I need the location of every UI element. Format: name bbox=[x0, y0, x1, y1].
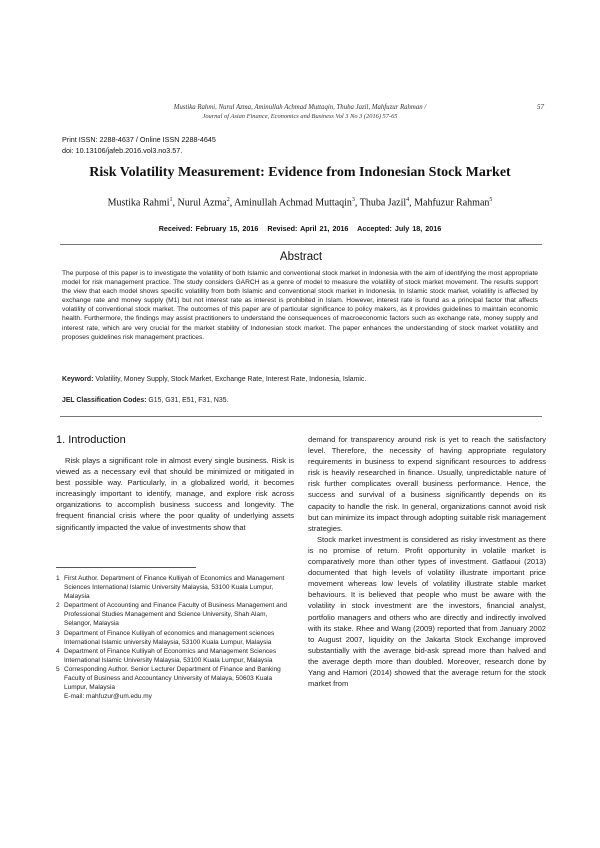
author-affiliation-mark: 3 bbox=[351, 197, 355, 203]
author-name: Nurul Azma bbox=[177, 197, 227, 209]
left-column bbox=[56, 434, 294, 533]
footnote-number: 5 bbox=[56, 665, 60, 673]
author-name: Mahfuzur Rahman bbox=[414, 197, 490, 209]
footnote bbox=[56, 665, 294, 692]
running-head bbox=[60, 103, 540, 121]
author-affiliation-mark: 5 bbox=[489, 197, 493, 203]
body-paragraph: Risk plays a significant role in almost every single business. Risk is viewed as a necessary evil that should be minimized or mitigated in best possible way. Particularly, in a globalized world, it becomes increasingly important to identify, manage, and explore risk across organizations to accomplish business success and longevity. The frequent financial crisis where the poor quality of underlying assets significantly impacted the value of investments show that bbox=[56, 456, 294, 532]
paper-title: Risk Volatility Measurement: Evidence from Indonesian Stock Market bbox=[89, 165, 511, 180]
running-head-journal: Journal of Asian Finance, Economics and Business Vol 3 No 3 (2016) 57-65 bbox=[202, 113, 398, 120]
footnote-text: E-mail: mahfuzur@um.edu.my bbox=[64, 693, 152, 701]
doi-line: doi: 10.13106/jafeb.2016.vol3.no3.57. bbox=[62, 146, 183, 155]
footnote-text: Department of Accounting and Finance Faculty of Business Management and Professional Studies Management and Science University, Shah Alam, Selangor, Malaysia bbox=[64, 602, 287, 628]
author-name: Aminullah Achmad Muttaqin bbox=[234, 197, 352, 209]
author-name: Mustika Rahmi bbox=[107, 197, 170, 209]
footnote-email bbox=[56, 692, 294, 701]
footnote-number bbox=[56, 692, 64, 701]
abstract-top-divider bbox=[60, 244, 542, 245]
running-head-authors: Mustika Rahmi, Nurul Azma, Aminullah Achmad Muttaqin, Thuba Jazil, Mahfuzur Rahman / bbox=[173, 104, 427, 111]
jel-label: JEL Classification Codes: bbox=[62, 397, 147, 404]
author-affiliation-mark: 4 bbox=[406, 197, 410, 203]
footnote-number: 3 bbox=[56, 629, 60, 637]
body-paragraph: demand for transparency around risk is yet to reach the satisfactory level. Therefore, the necessity of having appropriate regulatory requirements in business to expend significant resources to address risk is heavily researched in finance. Usually, unpredictable nature of risk further complicates overall business performance. Hence, the success and survival of a business significantly depends on its capacity to handle the risk. In general, organizations cannot avoid risk but can minimize its impact through adopting suitable risk management strategies. bbox=[308, 435, 546, 533]
jel-value: G15, G31, E51, F31, N35. bbox=[148, 397, 229, 404]
author-affiliation-mark: 1 bbox=[169, 197, 173, 203]
author-list: Mustika Rahmi$^1$, Nurul Azma$^2$, Aminullah Achmad Muttaqin$^3$, Thuba Jazil$^4$, Mahfuzur Rahman$^5$ bbox=[107, 197, 493, 209]
abstract-text: The purpose of this paper is to investigate the volatility of both Islamic and conventional stock market in Indonesia with the aim of identifying the most appropriate model for risk management practice. The study considers GARCH as a genre of model to measure the volatility of stock market movement. The results support the view that each model shows specific volatility from both Islamic and conventional stock market in Indonesia. In Islamic stock market, volatility is affected by exchange rate and money supply (M1) but not interest rate as interest is prohibited in Islam. However, interest rate is found as a principal factor that affects volatility of conventional stock market. The outcomes of this paper are of particular significance to policy makers, as it provides guidelines to maintain economic health. Furthermore, the findings may assist practitioners to understand the consequences of macroeconomic factors such as exchange rate, money supply and interest rate, which are very crucial for the market stability of Indonesian stock market. The paper enhances the understanding of stock market volatility and proposes guidelines risk management practices. bbox=[62, 270, 538, 341]
footnote bbox=[56, 574, 294, 601]
footnote-text: Department of Finance Kulliyah of economics and management sciences International Islamic university Malaysia, 53100 Kuala Lumpur, Malaysia bbox=[64, 629, 275, 646]
footnote bbox=[56, 601, 294, 628]
page-number: 57 bbox=[537, 103, 544, 111]
keywords-line bbox=[62, 376, 538, 383]
issn-line: Print ISSN: 2288-4637 / Online ISSN 2288-4645 bbox=[62, 135, 216, 144]
footnotes bbox=[56, 574, 294, 701]
right-column bbox=[308, 434, 546, 689]
footnote-text: Department of Finance Kulliyah of Economics and Management Sciences International Islamic University Malaysia, 53100 Kuala Lumpur, Malaysia bbox=[64, 647, 277, 664]
keywords-value: Volatility, Money Supply, Stock Market, Exchange Rate, Interest Rate, Indonesia, Islamic. bbox=[95, 376, 367, 383]
author-name: Thuba Jazil bbox=[359, 197, 407, 209]
abstract-bottom-divider bbox=[60, 416, 542, 417]
footnote-text: Corresponding Author. Senior Lecturer Department of Finance and Banking Faculty of Business and Accountancy University of Malaya, 50603 Kuala Lumpur, Malaysia bbox=[64, 665, 281, 692]
footnote bbox=[56, 629, 294, 647]
issn-block bbox=[62, 134, 216, 156]
footnote-number: 2 bbox=[56, 602, 60, 610]
body-paragraph: Stock market investment is considered as risky investment as there is no promise of return. Profit opportunity in volatile market is comparatively more than other types of investment. Gatfaoui (2013) documented that high levels of volatility illustrate important price movement whereas low levels of volatility illustrate stable market behaviours. It is believed that people who must be aware with the volatility in stock investment are the investors, financial analyst, portfolio managers and others who are directly and indirectly involved with its stake. Rhee and Wang (2009) reported that from January 2002 to August 2007, liquidity on the Jakarta Stock Exchange improved substantially with the average bid-ask spread more than halved and the average depth more than doubled. Moreover, research done by Yang and Hamori (2014) showed that the average return for the stock market from bbox=[308, 534, 546, 689]
section-heading-introduction: 1. Introduction bbox=[56, 434, 126, 446]
footnote bbox=[56, 647, 294, 665]
abstract-heading: Abstract bbox=[279, 251, 323, 263]
keywords-label: Keyword: bbox=[62, 376, 94, 383]
submission-dates: Received: February 15, 2016 Revised: April 21, 2016 Accepted: July 18, 2016 bbox=[158, 224, 442, 233]
footnote-text: First Author. Department of Finance Kulliyah of Economics and Management Sciences International Islamic University Malaysia, 53100 Kuala Lumpur, Malaysia bbox=[64, 575, 285, 601]
footnote-number: 1 bbox=[56, 575, 60, 582]
footnote-divider bbox=[56, 567, 196, 568]
author-affiliation-mark: 2 bbox=[226, 197, 230, 203]
jel-line bbox=[62, 397, 538, 404]
footnote-number: 4 bbox=[56, 647, 60, 655]
